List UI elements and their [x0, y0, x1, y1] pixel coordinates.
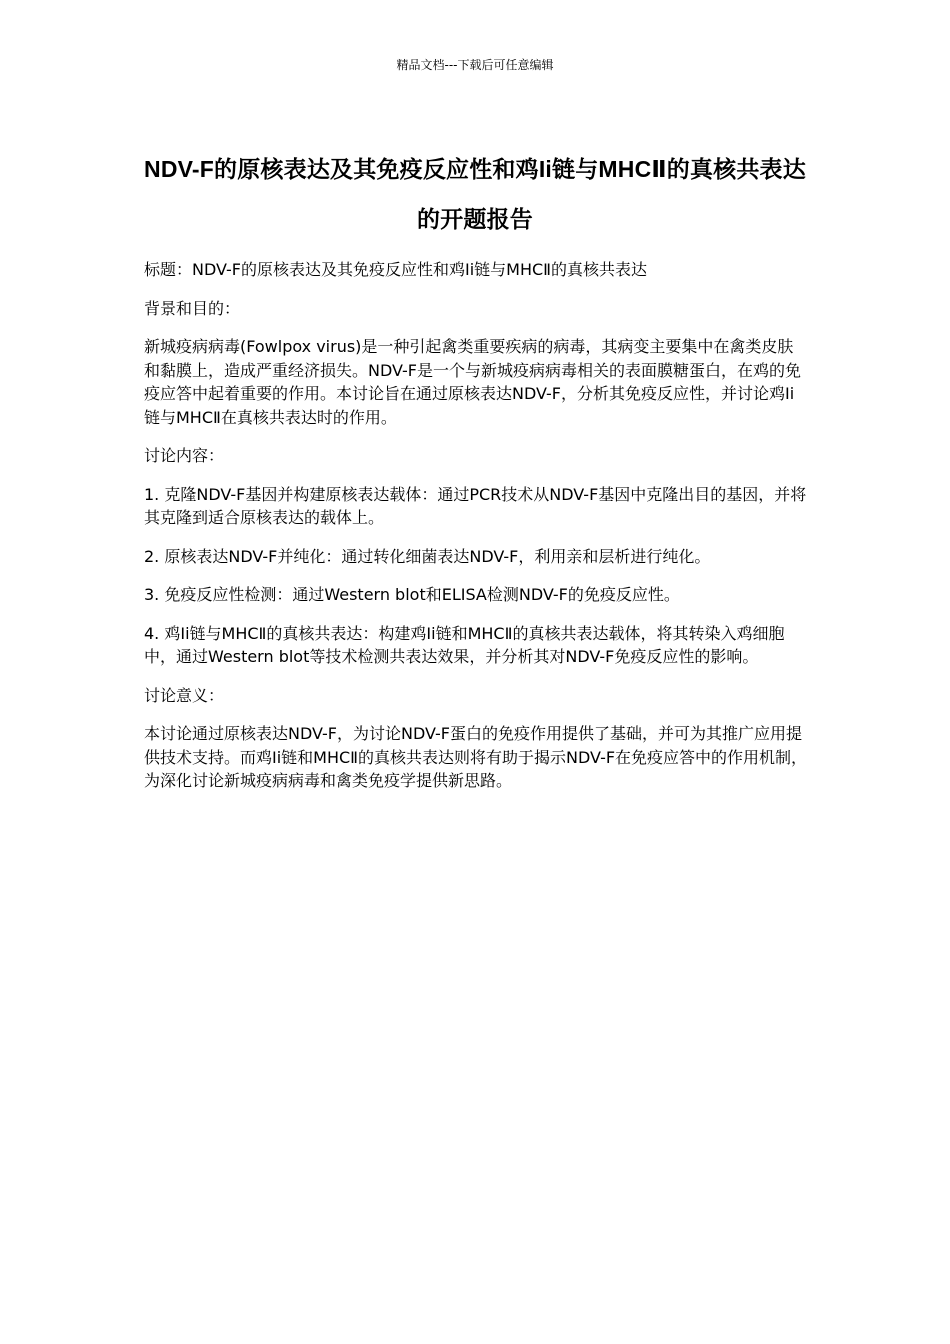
background-paragraph: 新城疫病病毒(Fowlpox virus)是一种引起禽类重要疾病的病毒，其病变主要集中在禽类皮肤和黏膜上，造成严重经济损失。NDV-F是一个与新城疫病病毒相关的表面膜糖蛋白，在鸡的免疫应答中起着重要的作用。本讨论旨在通过原核表达NDV-F，分析其免疫反应性，并讨论鸡Ii链与MHCⅡ在真核共表达时的作用。: [144, 337, 801, 427]
document-title: NDV-F的原核表达及其免疫反应性和鸡Ii链与MHCⅡ的真核共表达的开题报告: [144, 156, 806, 233]
content-heading: 讨论内容：: [144, 446, 225, 465]
list-item: 3. 免疫反应性检测：通过Western blot和ELISA检测NDV-F的免疫反应性。: [144, 585, 680, 604]
significance-heading: 讨论意义：: [144, 685, 225, 705]
list-item: 2. 原核表达NDV-F并纯化：通过转化细菌表达NDV-F，利用亲和层析进行纯化。: [144, 546, 711, 566]
significance-paragraph: 本讨论通过原核表达NDV-F，为讨论NDV-F蛋白的免疫作用提供了基础，并可为其推广应用提供技术支持。而鸡Ii链和MHCⅡ的真核共表达则将有助于揭示NDV-F在免疫应答中的作用机制，为深化讨论新城疫病病毒和禽类免疫学提供新思路。: [144, 724, 808, 790]
subject-line: 标题：NDV-F的原核表达及其免疫反应性和鸡Ii链与MHCⅡ的真核共表达: [144, 260, 648, 279]
document-body: [144, 258, 808, 808]
page-header: 精品文档---下载后可任意编辑: [396, 58, 554, 72]
list-item: 1. 克隆NDV-F基因并构建原核表达载体：通过PCR技术从NDV-F基因中克隆出目的基因，并将其克隆到适合原核表达的载体上。: [144, 484, 807, 527]
list-item: 4. 鸡Ii链与MHCⅡ的真核共表达：构建鸡Ii链和MHCⅡ的真核共表达载体，将其转染入鸡细胞中，通过Western blot等技术检测共表达效果，并分析其对NDV-F免疫反应性的影响。: [144, 623, 785, 666]
background-heading: 背景和目的：: [144, 298, 241, 318]
